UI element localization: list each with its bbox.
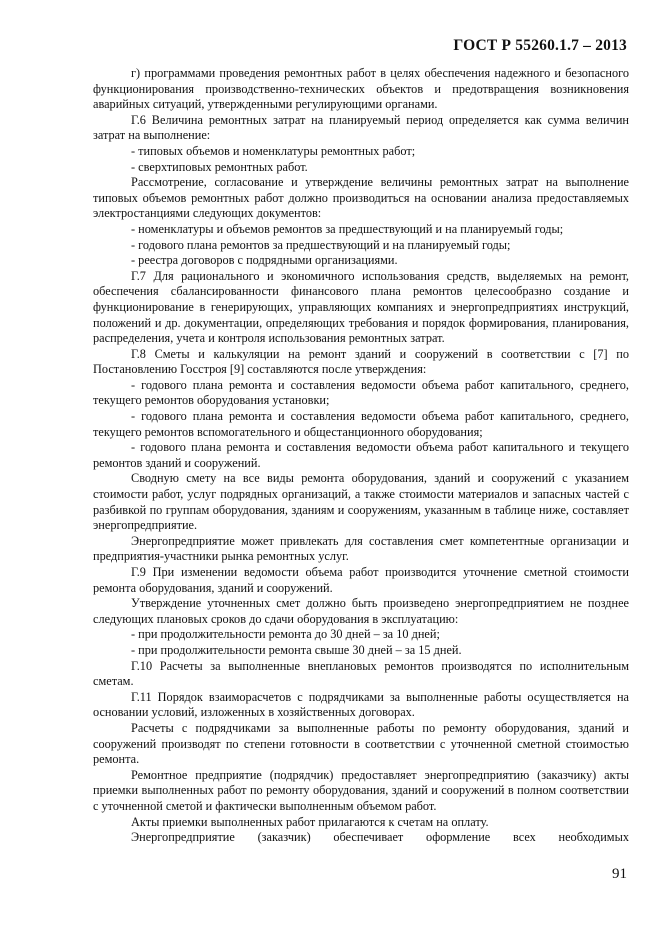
document-header: ГОСТ Р 55260.1.7 – 2013 [453, 37, 627, 54]
paragraph: Г.6 Величина ремонтных затрат на планируемый период определяется как сумма величин затрат на выполнение: [93, 112, 629, 143]
paragraph: Г.10 Расчеты за выполненные внеплановых ремонтов производятся по исполнительным сметам. [93, 658, 629, 689]
list-item: - реестра договоров с подрядными организациями. [131, 253, 398, 268]
paragraph: Г.7 Для рационального и экономичного использования средств, выделяемых на ремонт, обеспечения сбалансированности финансового плана ремонтов целесообразно создание и функционирование в генерирующих, управляющих компаниях и энергопредприятиях инструкций, положений и др. документации, определяющих требования и порядок формирования, планирования, распределения, учета и контроля использования ремонтных затрат. [93, 268, 629, 346]
list-item: - годового плана ремонта и составления ведомости объема работ капитального, среднего, текущего ремонтов оборудования установки; [93, 377, 629, 408]
list-item: - при продолжительности ремонта до 30 дней – за 10 дней; [131, 627, 440, 642]
paragraph: Г.8 Сметы и калькуляции на ремонт зданий и сооружений в соответствии с [7] по Постановлению Госстроя [9] составляются после утверждения: [93, 346, 629, 377]
list-item: - годового плана ремонта и составления ведомости объема работ капитального, среднего, текущего ремонтов вспомогательного и общестанционного оборудования; [93, 409, 629, 439]
list-item: - годового плана ремонтов за предшествующий и на планируемый годы; [131, 237, 511, 252]
paragraph: Акты приемки выполненных работ прилагаются к счетам на оплату. [131, 814, 489, 829]
paragraph: Ремонтное предприятие (подрядчик) предоставляет энергопредприятию (заказчику) акты приемки выполненных работ по ремонту оборудования, зданий и сооружений в полном соответствии с уточненной сметой и фактически выполненным объемом работ. [93, 767, 629, 813]
document-body [93, 66, 629, 846]
paragraph: Энергопредприятие может привлекать для составления смет компетентные организации и предприятия-участники рынка ремонтных услуг. [93, 533, 629, 564]
list-item: - типовых объемов и номенклатуры ремонтных работ; [131, 143, 416, 158]
paragraph: Рассмотрение, согласование и утверждение величины ремонтных затрат на выполнение типовых объемов ремонтных работ должно производиться на основании анализа предоставляемых электростанциями следующих документов: [93, 175, 629, 221]
list-item: - сверхтиповых ремонтных работ. [131, 159, 308, 174]
page-number: 91 [612, 866, 627, 882]
paragraph: г) программами проведения ремонтных работ в целях обеспечения надежного и безопасного функционирования производственно-технических объектов и предотвращения возникновения аварийных ситуаций, утвержденными регулирующими органами. [93, 66, 629, 112]
list-item: - при продолжительности ремонта свыше 30 дней – за 15 дней. [131, 642, 462, 657]
list-item: - номенклатуры и объемов ремонтов за предшествующий и на планируемый годы; [131, 221, 564, 236]
paragraph: Г.9 При изменении ведомости объема работ производится уточнение сметной стоимости ремонта оборудования, зданий и сооружений. [93, 565, 629, 595]
paragraph: Энергопредприятие (заказчик) обеспечивает оформление всех необходимых [131, 830, 629, 845]
paragraph: Утверждение уточненных смет должно быть произведено энергопредприятием не позднее следующих плановых сроков до сдачи оборудования в эксплуатацию: [93, 596, 629, 626]
paragraph: Сводную смету на все виды ремонта оборудования, зданий и сооружений с указанием стоимости работ, услуг подрядных организаций, а также стоимости материалов и запасных частей с разбивкой по группам оборудования, зданиям и сооружениям, указанным в таблице ниже, составляет энергопредприятие. [93, 471, 629, 533]
paragraph: Расчеты с подрядчиками за выполненные работы по ремонту оборудования, зданий и сооружений производят по степени готовности в соответствии с уточненной сметной стоимостью ремонта. [93, 720, 629, 767]
list-item: - годового плана ремонта и составления ведомости объема работ капитального и текущего ремонтов зданий и сооружений. [93, 440, 629, 470]
paragraph: Г.11 Порядок взаиморасчетов с подрядчиками за выполненные работы осуществляется на основании условий, изложенных в хозяйственных договорах. [93, 689, 629, 720]
